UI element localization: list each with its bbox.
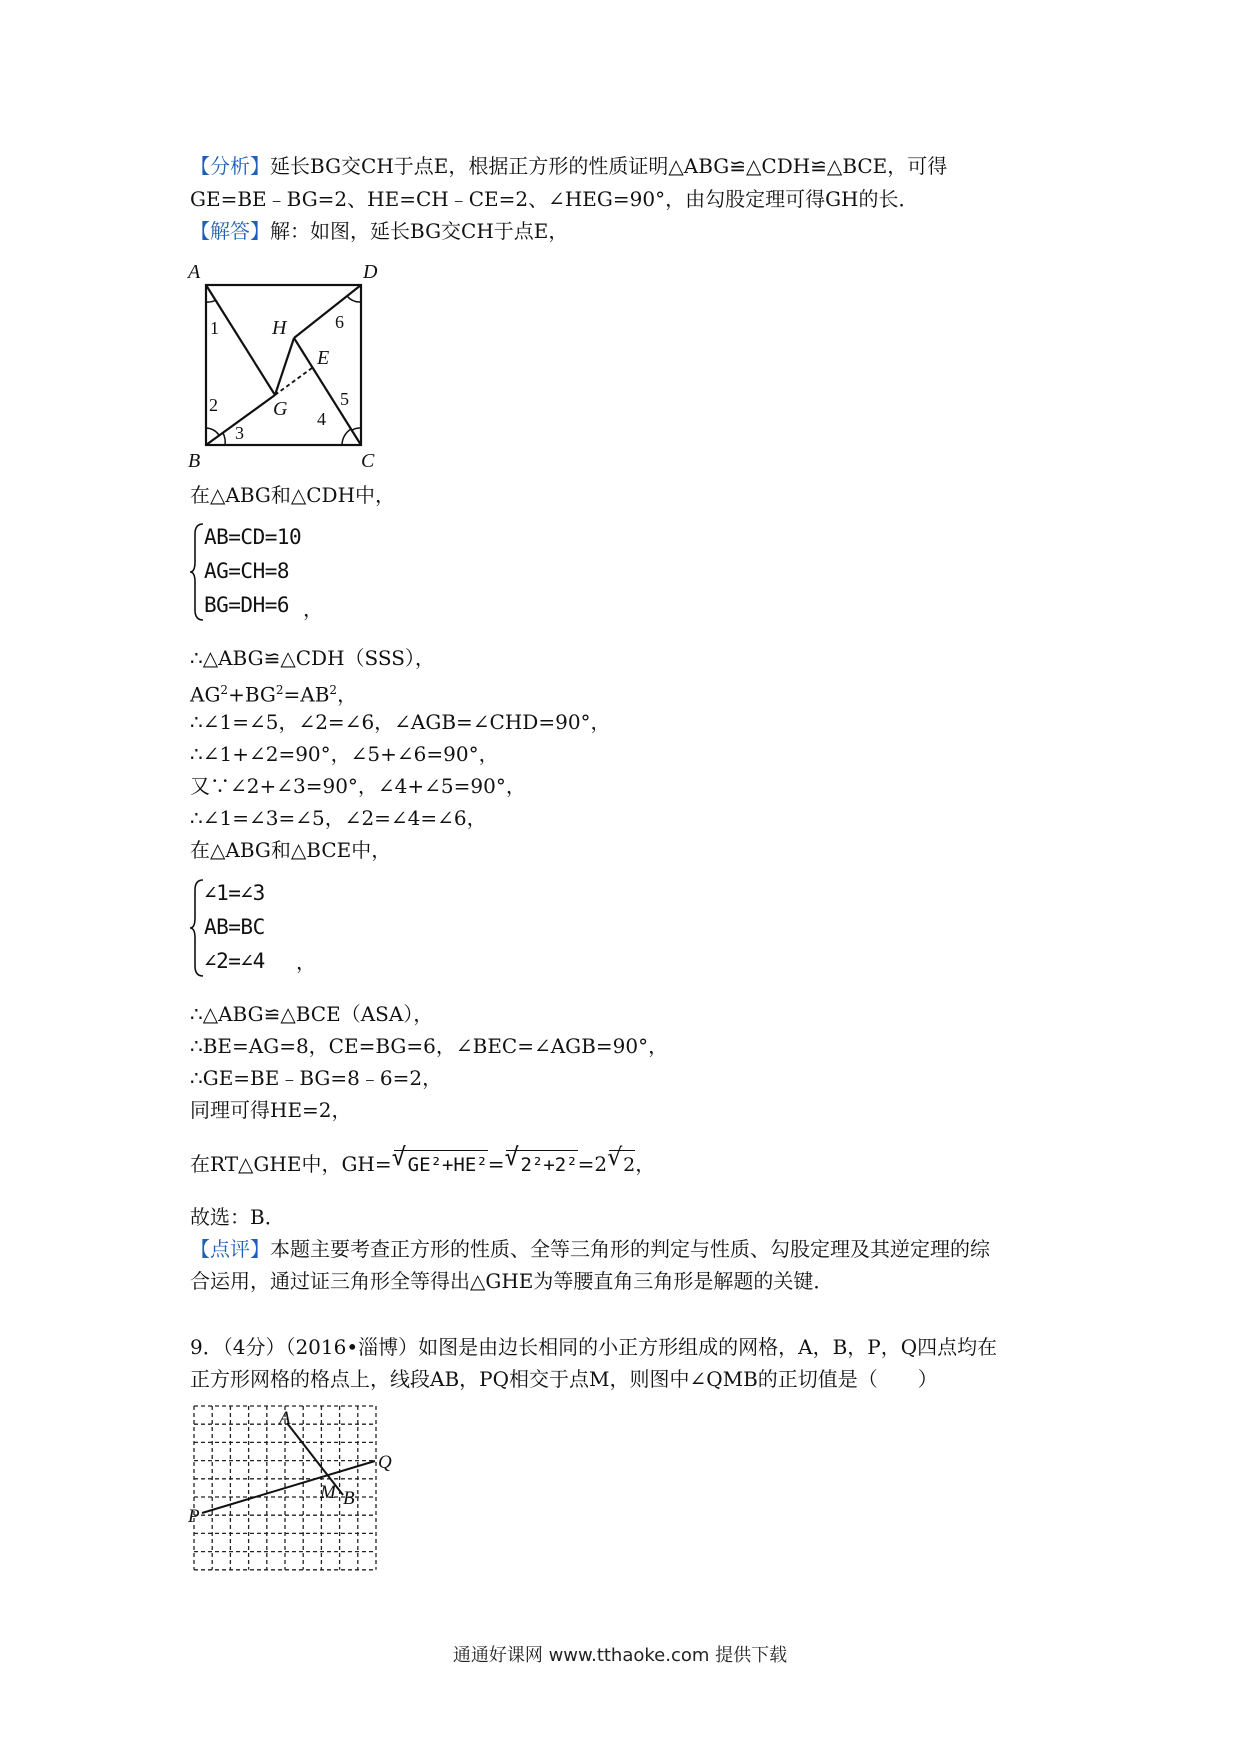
analysis-line-2: GE=BE﹣BG=2、HE=CH﹣CE=2、∠HEG=90°，由勾股定理可得GH的长． xyxy=(190,187,919,211)
proof-line-4: ∴∠1=∠5，∠2=∠6，∠AGB=∠CHD=90°， xyxy=(190,710,611,734)
system-1-row-1: AB=CD=10 xyxy=(204,525,302,549)
label-A: A xyxy=(279,1408,291,1429)
label-M: M xyxy=(320,1482,336,1503)
label-Q: Q xyxy=(378,1452,392,1473)
label-A: A xyxy=(188,261,201,283)
angle-arc-6 xyxy=(347,296,361,302)
brace-2 xyxy=(189,878,205,978)
label-P: P xyxy=(188,1506,200,1527)
answer-line xyxy=(190,219,568,243)
angle-arc-4 xyxy=(342,429,351,445)
q9-line-1: 9．（4分）（2016•淄博）如图是由边长相同的小正方形组成的网格，A，B，P，Q四点均在 xyxy=(190,1335,998,1359)
label-B: B xyxy=(188,450,201,468)
square-ABCD xyxy=(206,285,361,445)
proof-line-13: 在RT△GHE中，GH= √ GE²+HE²= √ 2²+2²=2 √ 2， xyxy=(190,1143,656,1176)
system-2-row-2: AB=BC xyxy=(204,915,265,939)
angle-arc-5 xyxy=(352,428,361,430)
square-figure xyxy=(180,258,380,468)
analysis-line-1 xyxy=(190,154,947,178)
page-footer: 通通好课网 www.tthaoke.com 提供下载 xyxy=(452,1645,788,1666)
label-D: D xyxy=(363,261,378,283)
analysis-text-1: 延长BG交CH于点E，根据正方形的性质证明△ABG≌△CDH≌△BCE，可得 xyxy=(270,154,948,178)
comment-line-1: 【点评】本题主要考查正方形的性质、全等三角形的判定与性质、勾股定理及其逆定理的综 xyxy=(190,1237,990,1261)
segment-GH xyxy=(275,338,294,395)
proof-line-9: ∴△ABG≌△BCE（ASA）， xyxy=(190,1002,434,1026)
system-1-end: ， xyxy=(303,597,323,621)
label-G: G xyxy=(273,398,288,420)
label-angle-2: 2 xyxy=(209,395,218,415)
proof-line-2: ∴△ABG≌△CDH（SSS）， xyxy=(190,646,435,670)
system-1-row-2: AG=CH=8 xyxy=(204,559,290,583)
proof-line-3: $AG^2+BG^2=AB^2$， xyxy=(190,682,358,707)
label-angle-3: 3 xyxy=(235,423,244,443)
radical-3: √ 2 xyxy=(607,1143,636,1176)
segment-HD xyxy=(294,285,361,338)
radical-1: √ GE²+HE² xyxy=(391,1143,488,1176)
label-angle-6: 6 xyxy=(335,312,344,332)
proof-line-10: ∴BE=AG=8，CE=BG=6，∠BEC=∠AGB=90°， xyxy=(190,1034,669,1058)
angle-arc-1 xyxy=(206,300,216,302)
label-angle-5: 5 xyxy=(340,389,349,409)
system-2-row-3: ∠2=∠4 xyxy=(204,949,265,973)
proof-line-7: ∴∠1=∠3=∠5，∠2=∠4=∠6， xyxy=(190,806,487,830)
proof-line-8: 在△ABG和△BCE中， xyxy=(190,838,392,862)
q9-line-2: 正方形网格的格点上，线段AB，PQ相交于点M，则图中∠QMB的正切值是（ ） xyxy=(190,1367,938,1391)
proof-line-1: 在△ABG和△CDH中， xyxy=(190,483,396,507)
proof-line-5: ∴∠1+∠2=90°，∠5+∠6=90°， xyxy=(190,742,499,766)
proof-line-12: 同理可得HE=2， xyxy=(190,1098,352,1122)
analysis-tag: 【分析】 xyxy=(190,154,270,178)
brace-1 xyxy=(189,522,205,622)
label-angle-1: 1 xyxy=(210,318,219,338)
proof-line-14: 故选：B． xyxy=(190,1205,285,1229)
system-2-row-1: ∠1=∠3 xyxy=(204,881,265,905)
angle-arc-2 xyxy=(206,428,219,435)
angle-arc-3 xyxy=(223,433,225,445)
label-E: E xyxy=(317,347,330,369)
grid-figure xyxy=(186,1398,406,1584)
label-angle-4: 4 xyxy=(317,409,326,429)
comment-line-2: 合运用，通过证三角形全等得出△GHE为等腰直角三角形是解题的关键． xyxy=(190,1269,834,1293)
answer-tag: 【解答】 xyxy=(190,219,270,243)
system-2-end: ， xyxy=(296,950,316,974)
proof-line-11: ∴GE=BE﹣BG=8﹣6=2， xyxy=(190,1066,443,1090)
proof-line-6: 又∵∠2+∠3=90°，∠4+∠5=90°， xyxy=(190,774,526,798)
segment-AG xyxy=(206,285,275,395)
radical-2: √ 2²+2² xyxy=(504,1143,578,1176)
label-B: B xyxy=(343,1488,355,1509)
comment-tag: 【点评】 xyxy=(190,1237,270,1261)
system-1-row-3: BG=DH=6 xyxy=(204,593,290,617)
label-H: H xyxy=(272,317,287,339)
label-C: C xyxy=(361,450,375,468)
answer-intro: 解：如图，延长BG交CH于点E， xyxy=(270,219,569,243)
